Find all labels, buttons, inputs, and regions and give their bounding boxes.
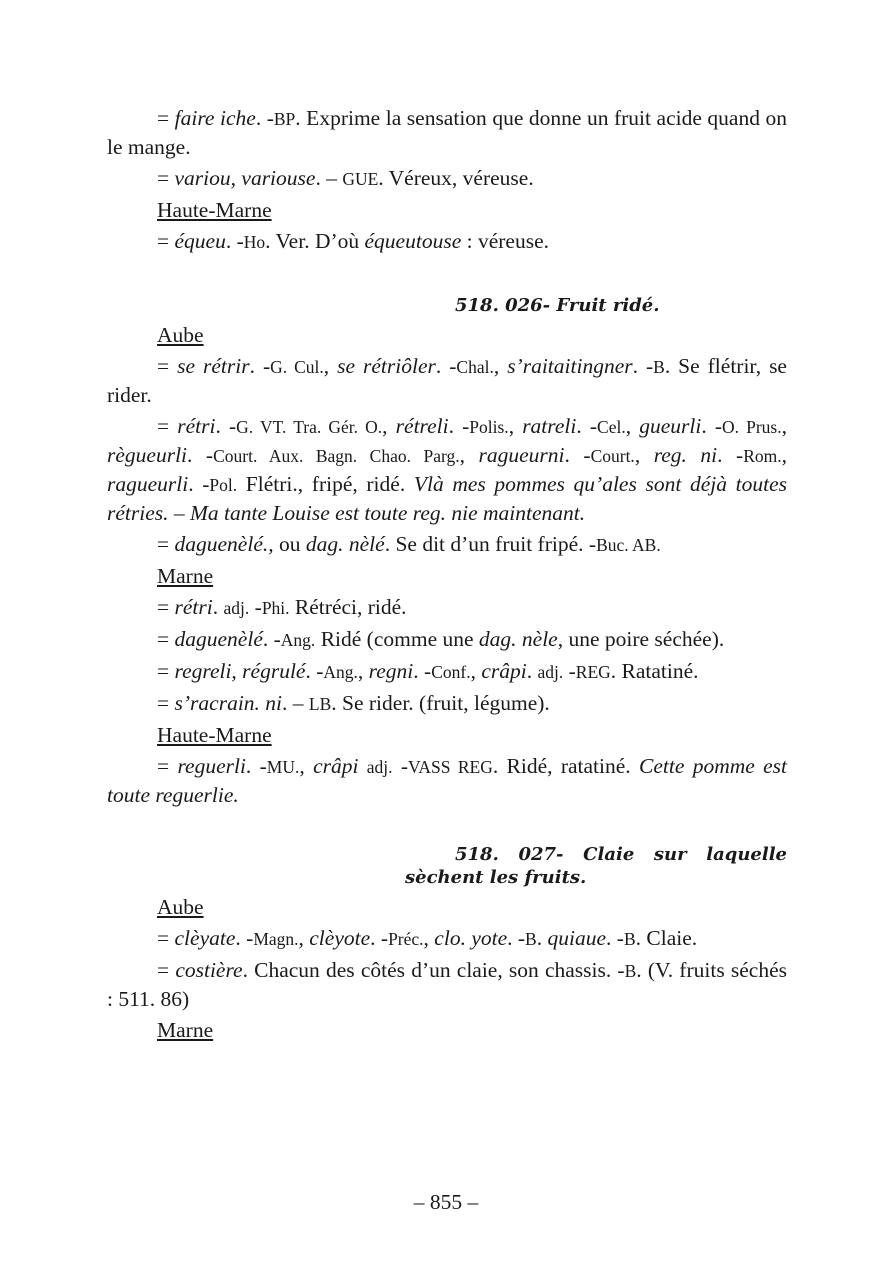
entry-text: . - bbox=[507, 926, 526, 950]
source-abbreviation: Ang. bbox=[280, 630, 316, 650]
source-abbreviation: VASS REG bbox=[408, 757, 493, 777]
headword-text: équeutouse bbox=[364, 229, 462, 253]
headword-text: rétreli bbox=[395, 414, 449, 438]
entry-text: . Ratatiné. bbox=[610, 659, 699, 683]
entry-text: = bbox=[157, 106, 175, 130]
source-abbreviation: Polis. bbox=[469, 417, 509, 437]
entry-daguenele bbox=[107, 530, 787, 559]
region-marne: Marne bbox=[157, 1018, 214, 1042]
headword-text: costière bbox=[175, 958, 243, 982]
source-abbreviation: G. VT. Tra. Gér. O. bbox=[236, 417, 383, 437]
entry-text: . - bbox=[632, 354, 654, 378]
headword-text: ratreli bbox=[522, 414, 577, 438]
source-abbreviation: Phi. bbox=[261, 598, 290, 618]
entry-text: . – bbox=[282, 691, 309, 715]
headword-text: regni bbox=[368, 659, 414, 683]
entry-text: . - bbox=[564, 443, 591, 467]
entry-text: = bbox=[157, 958, 176, 982]
region-aube: Aube bbox=[157, 323, 204, 347]
section-heading-518-026: 518. 026- Fruit ridé. bbox=[455, 295, 660, 316]
entry-text: . - bbox=[370, 926, 389, 950]
entry-text: , bbox=[298, 926, 310, 950]
entry-text: . Se flétrir, se rider. bbox=[107, 354, 787, 407]
headword-text: clèyate bbox=[174, 926, 236, 950]
entry-text: . Ver. D’où bbox=[265, 229, 365, 253]
headword-text: rétri bbox=[174, 595, 213, 619]
entry-text: . bbox=[212, 595, 224, 619]
source-abbreviation: Préc. bbox=[388, 929, 424, 949]
entry-text: . - bbox=[448, 414, 470, 438]
source-abbreviation: Court. bbox=[590, 446, 635, 466]
entry-text: . Chacun des côtés d’un claie, son chassis. - bbox=[242, 958, 625, 982]
headword-text: s’racrain. ni bbox=[174, 691, 283, 715]
entry-text: = bbox=[157, 627, 175, 651]
entry-text: . - bbox=[717, 443, 744, 467]
entry-text: . - bbox=[225, 229, 244, 253]
entry-text: . Véreux, véreuse. bbox=[378, 166, 534, 190]
entry-text: = bbox=[157, 754, 178, 778]
entry-text: . - bbox=[215, 414, 237, 438]
entry-text: . bbox=[526, 659, 538, 683]
headword-text: reg. ni bbox=[653, 443, 718, 467]
entry-text: , bbox=[634, 443, 654, 467]
source-abbreviation: adj. bbox=[537, 662, 564, 682]
source-abbreviation: Cel. bbox=[597, 417, 626, 437]
entry-text: = bbox=[157, 532, 175, 556]
entry-text: . Ridé, ratatiné. bbox=[492, 754, 639, 778]
headword-text: variou, variouse bbox=[174, 166, 316, 190]
entry-variou bbox=[107, 164, 787, 193]
entry-text: : véreuse. bbox=[461, 229, 549, 253]
entry-text bbox=[358, 754, 366, 778]
headword-text: Cette pomme est toute reguerlie. bbox=[107, 754, 787, 807]
headword-text: daguenèlé bbox=[174, 627, 263, 651]
headword-text: faire iche bbox=[174, 106, 256, 130]
entry-costiere bbox=[107, 956, 787, 1013]
entry-reguerli bbox=[107, 752, 787, 809]
entry-text: . Se dit d’un fruit fripé. - bbox=[384, 532, 597, 556]
entry-text: Ridé (comme une bbox=[315, 627, 479, 651]
headword-text: ragueurli bbox=[107, 472, 189, 496]
headword-text: dag. nèlé bbox=[305, 532, 385, 556]
entry-equeu bbox=[107, 227, 787, 256]
entry-text: = bbox=[157, 926, 175, 950]
headword-text: clèyote bbox=[309, 926, 371, 950]
section-heading-518-027 bbox=[107, 843, 787, 889]
source-abbreviation: GUE bbox=[342, 169, 379, 189]
headword-text: quiaue bbox=[547, 926, 607, 950]
entry-text: . - bbox=[235, 926, 254, 950]
entry-cleyate bbox=[107, 924, 787, 953]
entry-text: , bbox=[323, 354, 338, 378]
entry-retri bbox=[107, 412, 787, 527]
entry-text: , bbox=[781, 414, 787, 438]
entry-text: . bbox=[536, 926, 548, 950]
section-heading-line: 518. 027- Claie sur laquelle bbox=[455, 844, 787, 865]
entry-text: = bbox=[157, 659, 175, 683]
source-abbreviation: BP bbox=[273, 109, 296, 129]
entry-text: , bbox=[508, 414, 523, 438]
source-abbreviation: MU. bbox=[266, 757, 300, 777]
source-abbreviation: B bbox=[653, 357, 665, 377]
headword-text: se rétriôler bbox=[337, 354, 436, 378]
headword-text: Vlà mes pommes qu’ales sont déjà toutes rétries. – Ma tante Louise est toute reg. nie maintenant. bbox=[107, 472, 787, 525]
source-abbreviation: adj. bbox=[223, 598, 250, 618]
entry-text: . - bbox=[701, 414, 722, 438]
headword-text: règueurli bbox=[107, 443, 188, 467]
entry-se-retrir bbox=[107, 352, 787, 409]
headword-text: reguerli bbox=[177, 754, 246, 778]
entry-text: - bbox=[249, 595, 262, 619]
entry-text: = bbox=[157, 595, 175, 619]
entry-daguenele-ang bbox=[107, 625, 787, 654]
headword-text: daguenèlé., bbox=[174, 532, 274, 556]
entry-text: . - bbox=[413, 659, 432, 683]
entry-text: , une poire séchée). bbox=[557, 627, 725, 651]
entry-text: , bbox=[423, 926, 435, 950]
headword-text: ragueurni bbox=[478, 443, 565, 467]
source-abbreviation: Chal. bbox=[456, 357, 494, 377]
source-abbreviation: adj. bbox=[366, 757, 393, 777]
entry-sracrain bbox=[107, 689, 787, 718]
entry-text: ou bbox=[273, 532, 306, 556]
source-abbreviation: B bbox=[624, 961, 637, 981]
source-abbreviation: REG bbox=[575, 662, 611, 682]
entry-faire-iche bbox=[107, 104, 787, 161]
entry-text: - bbox=[392, 754, 409, 778]
entry-text: , bbox=[299, 754, 314, 778]
entry-text: . - bbox=[255, 106, 274, 130]
entry-text: , bbox=[470, 659, 482, 683]
headword-text: équeu bbox=[174, 229, 226, 253]
source-abbreviation: Court. Aux. Bagn. Chao. Parg. bbox=[213, 446, 460, 466]
headword-text: s’raitaitingner bbox=[507, 354, 633, 378]
source-abbreviation: Ho bbox=[243, 232, 266, 252]
source-abbreviation: B bbox=[525, 929, 537, 949]
headword-text: dag. nèle bbox=[478, 627, 558, 651]
source-abbreviation: Rom. bbox=[743, 446, 782, 466]
entry-retri-adj bbox=[107, 593, 787, 622]
entry-text: . - bbox=[435, 354, 457, 378]
entry-text: - bbox=[563, 659, 576, 683]
entry-text: = bbox=[157, 166, 175, 190]
entry-text: , bbox=[493, 354, 508, 378]
headword-text: regreli, régrulé bbox=[174, 659, 306, 683]
source-abbreviation: O. Prus. bbox=[721, 417, 782, 437]
dictionary-page bbox=[107, 104, 787, 1047]
page-number: – 855 – bbox=[413, 1190, 479, 1214]
source-abbreviation: Conf. bbox=[431, 662, 471, 682]
source-abbreviation: Buc. AB. bbox=[596, 535, 661, 555]
entry-text: . - bbox=[187, 443, 214, 467]
source-abbreviation: LB bbox=[308, 694, 332, 714]
source-abbreviation: Pol. bbox=[209, 475, 238, 495]
entry-text: = bbox=[157, 354, 178, 378]
entry-text: , bbox=[382, 414, 396, 438]
source-abbreviation: B bbox=[623, 929, 636, 949]
source-abbreviation: G. Cul. bbox=[270, 357, 324, 377]
headword-text: se rétrir bbox=[177, 354, 250, 378]
entry-text: . - bbox=[262, 627, 281, 651]
region-aube: Aube bbox=[157, 895, 204, 919]
entry-text: . Se rider. (fruit, légume). bbox=[331, 691, 550, 715]
entry-text: . - bbox=[249, 354, 271, 378]
entry-text: = bbox=[157, 414, 178, 438]
entry-text: = bbox=[157, 691, 175, 715]
entry-text: . - bbox=[606, 926, 624, 950]
headword-text: rétri bbox=[177, 414, 216, 438]
headword-text: crâpi bbox=[313, 754, 359, 778]
entry-text: Flétri., fripé, ridé. bbox=[237, 472, 414, 496]
entry-text: . - bbox=[188, 472, 210, 496]
entry-text: . – bbox=[315, 166, 343, 190]
entry-text: . (V. fruits séchés : 511. 86) bbox=[107, 958, 787, 1011]
entry-text: . - bbox=[305, 659, 324, 683]
entry-text: . Claie. bbox=[635, 926, 698, 950]
entry-text: = bbox=[157, 229, 175, 253]
entry-text: , bbox=[357, 659, 369, 683]
headword-text: gueurli bbox=[639, 414, 702, 438]
headword-text: clo. yote bbox=[434, 926, 508, 950]
section-heading-line: sèchent les fruits. bbox=[405, 867, 587, 888]
source-abbreviation: Ang. bbox=[323, 662, 358, 682]
entry-text: . Exprime la sensation que donne un fruit acide quand on le mange. bbox=[107, 106, 787, 159]
entry-text: , bbox=[781, 443, 787, 467]
region-haute-marne: Haute-Marne bbox=[157, 198, 272, 222]
entry-text: , bbox=[459, 443, 479, 467]
region-haute-marne: Haute-Marne bbox=[157, 723, 272, 747]
source-abbreviation: Magn. bbox=[253, 929, 299, 949]
entry-text: . - bbox=[245, 754, 267, 778]
entry-regreli bbox=[107, 657, 787, 686]
region-marne: Marne bbox=[157, 564, 214, 588]
headword-text: crâpi bbox=[481, 659, 527, 683]
entry-text: Rétréci, ridé. bbox=[289, 595, 407, 619]
entry-text: . - bbox=[576, 414, 598, 438]
entry-text: , bbox=[625, 414, 640, 438]
